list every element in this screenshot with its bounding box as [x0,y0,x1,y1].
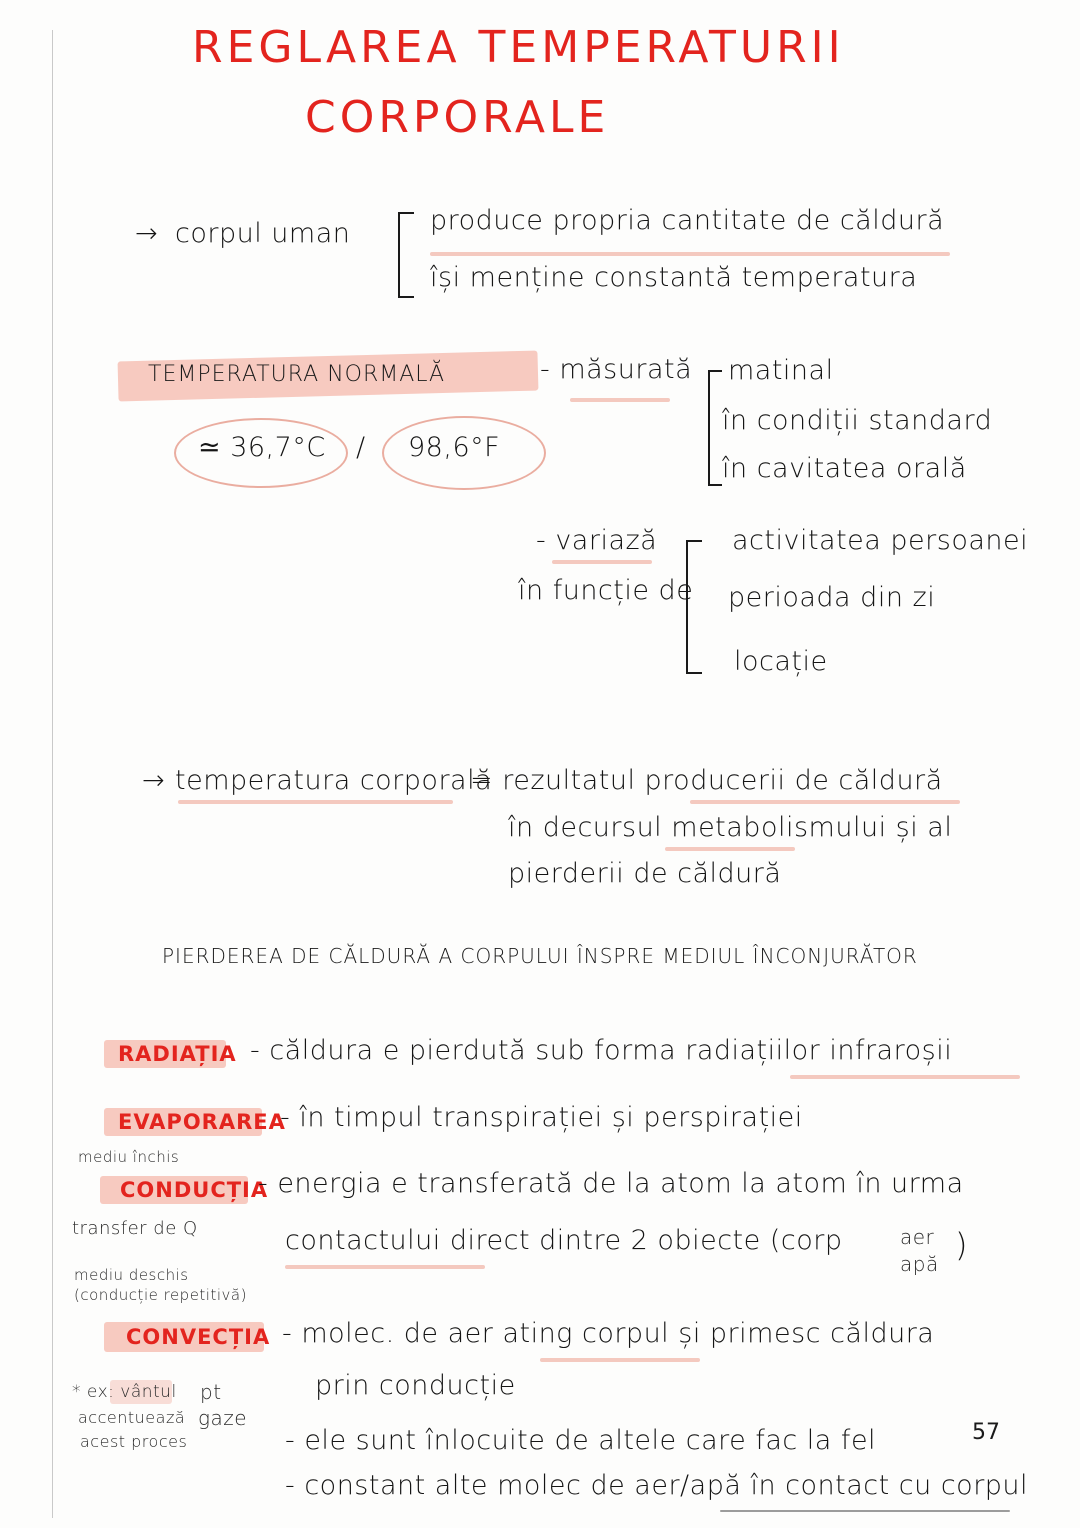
close-paren: ) [955,1226,968,1264]
highlight-underline [552,560,652,564]
margin-note: pt [200,1380,222,1404]
bracket-icon [686,540,702,674]
margin-note: mediu închis [78,1148,180,1166]
measured-item-1: matinal [728,355,834,386]
varies-item-1: activitatea persoanei [732,525,1029,556]
highlight-underline [690,800,960,804]
branch-air: aer [900,1225,935,1249]
bracket-icon [398,212,414,298]
convection-text-3: - ele sunt înlocuite de altele care fac la fel [285,1425,877,1456]
varies-sub: în funcție de [518,575,694,606]
margin-note: gaze [198,1406,248,1430]
conduction-label: CONDUCȚIA [120,1178,269,1202]
celsius-value: ≃ 36,7°C [198,432,326,463]
margin-note: accentuează [78,1408,186,1427]
varies-item-3: locație [734,646,828,677]
heat-loss-heading: PIERDEREA DE CĂLDURĂ A CORPULUI ÎNSPRE MEDIUL ÎNCONJURĂTOR [162,944,918,968]
highlight-underline [285,1265,485,1269]
highlight-underline [540,1358,700,1362]
temp-separator: / [356,432,366,463]
margin-note: transfer de Q [72,1218,198,1239]
bracket-icon [708,370,722,486]
margin-line [52,30,53,1518]
convection-text-1: - molec. de aer ating corpul și primesc căldura [282,1318,935,1349]
convection-label: CONVECȚIA [126,1325,271,1349]
highlight-underline [665,847,795,851]
definition-line-2: în decursul metabolismului și al [508,812,953,843]
measured-item-2: în condiții standard [722,405,993,436]
definition-line-3: pierderii de căldură [508,858,782,889]
evaporation-text: - în timpul transpirației și perspirației [280,1102,803,1133]
margin-note: mediu deschis [74,1266,189,1284]
radiation-label: RADIAȚIA [118,1042,237,1066]
section1-item-1: produce propria cantitate de căldură [430,205,945,236]
margin-note: acest proces [80,1432,188,1451]
underline [720,1510,1010,1512]
convection-text-2: prin conducție [315,1370,516,1401]
body-temp-term: temperatura corporală [175,765,493,796]
definition-line-1: = rezultatul producerii de căldură [470,765,943,796]
convection-text-4: - constant alte molec de aer/apă în contact cu corpul [285,1470,1029,1501]
page-title-line-1: REGLAREA TEMPERATURII [192,22,845,73]
margin-note: (conducție repetitivă) [74,1286,247,1304]
measured-item-3: în cavitatea orală [722,453,967,484]
page-title-line-2: CORPORALE [305,92,610,143]
arrow-icon: → [142,765,166,796]
branch-water: apă [900,1252,939,1276]
subject-label: corpul uman [175,218,351,249]
highlight-underline [178,800,453,804]
page-number: 57 [972,1420,1000,1445]
evaporation-label: EVAPORAREA [118,1110,286,1134]
margin-note: * ex: vântul [72,1382,177,1402]
radiation-text: - căldura e pierdută sub forma radiațiilor infraroșii [250,1035,953,1066]
conduction-text-2: contactului direct dintre 2 obiecte (corp [285,1225,843,1256]
normal-temp-heading: TEMPERATURA NORMALĂ [148,362,446,387]
varies-item-2: perioada din zi [728,582,936,613]
highlight-underline [570,398,670,402]
section1-item-2: își menține constantă temperatura [430,262,918,293]
conduction-text-1: - energia e transferată de la atom la atom în urma [258,1168,964,1199]
fahrenheit-value: 98,6°F [408,432,501,463]
measured-label: - măsurată [540,354,693,385]
highlight-underline [430,252,950,256]
highlight-underline [790,1075,1020,1079]
varies-label: - variază [536,525,658,556]
arrow-icon: → [135,218,159,249]
